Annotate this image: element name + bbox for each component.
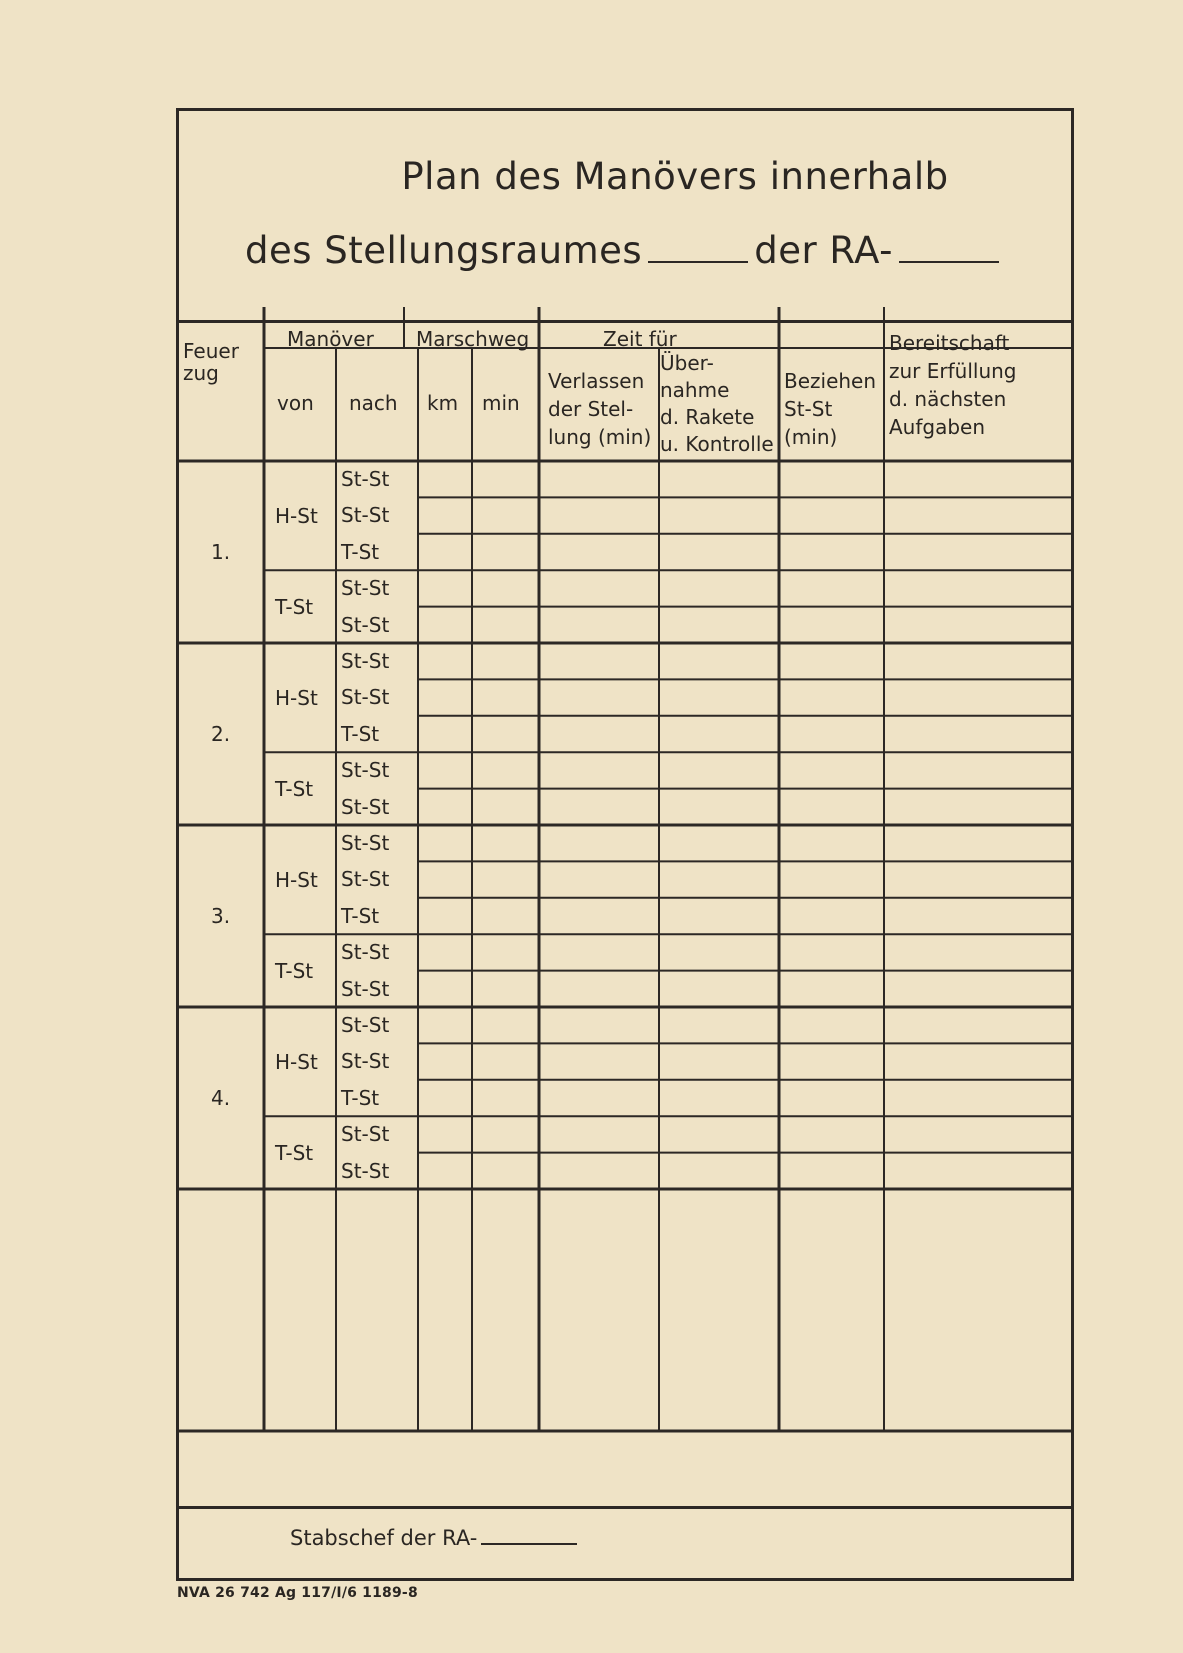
manoever-von-t-st: T-St	[275, 594, 314, 619]
manoever-von-t-st: T-St	[275, 1140, 314, 1165]
header-uebernahme-line-2: nahme	[660, 378, 730, 402]
header-zeit-fuer: Zeit für	[603, 327, 677, 351]
form-title-line-1: Plan des Manövers innerhalb	[401, 155, 949, 198]
header-nach: nach	[349, 391, 398, 415]
manoever-nach-cell: T-St	[341, 1085, 380, 1110]
feuerzug-number: 3.	[211, 904, 231, 928]
stabschef-signature-blank	[481, 1543, 577, 1545]
manoever-nach-cell: St-St	[341, 576, 390, 601]
header-uebernahme-line-1: Über-	[660, 351, 714, 375]
header-beziehen	[784, 367, 876, 451]
manoever-nach-cell: T-St	[341, 539, 380, 564]
header-uebernahme-line-4: u. Kontrolle	[660, 432, 774, 456]
header-bereitschaft-line-4: Aufgaben	[889, 415, 986, 439]
manoever-von-h-st: H-St	[275, 503, 318, 528]
feuerzug-number: 4.	[211, 1086, 231, 1110]
header-km: km	[427, 391, 459, 415]
manoever-nach-cell: T-St	[341, 903, 380, 928]
header-feuerzug-line-2: zug	[183, 361, 219, 385]
header-uebernahme-line-3: d. Rakete	[660, 405, 755, 429]
manoever-nach-cell: St-St	[341, 940, 390, 965]
header-feuerzug-line-1: Feuer	[183, 339, 239, 363]
header-min: min	[482, 391, 520, 415]
header-verlassen-line-3: lung (min)	[548, 425, 652, 449]
manoever-nach-cell: St-St	[341, 685, 390, 710]
manoever-nach-cell: St-St	[341, 612, 390, 637]
manoever-nach-cell: St-St	[341, 1158, 390, 1183]
header-marschweg: Marschweg	[416, 327, 530, 351]
form-frame	[176, 108, 1074, 1581]
manoever-von-h-st: H-St	[275, 685, 318, 710]
manoever-von-t-st: T-St	[275, 958, 314, 983]
header-von: von	[277, 391, 314, 415]
header-feuerzug	[183, 337, 239, 387]
manoever-nach-cell: St-St	[341, 1122, 390, 1147]
footer-divider	[179, 1506, 1071, 1509]
header-beziehen-line-1: Beziehen	[784, 369, 877, 393]
header-manoever: Manöver	[287, 327, 374, 351]
manoever-nach-cell: St-St	[341, 831, 390, 855]
manoever-nach-cell: St-St	[341, 467, 390, 491]
manoever-nach-cell: T-St	[341, 721, 380, 746]
header-beziehen-line-2: St-St	[784, 397, 833, 421]
manoever-von-h-st: H-St	[275, 867, 318, 892]
manoever-nach-cell: St-St	[341, 1049, 390, 1074]
manoever-nach-cell: St-St	[341, 794, 390, 819]
title-text-ra: der RA-	[754, 229, 893, 272]
footer-label: Stabschef der RA-	[290, 1526, 478, 1550]
header-beziehen-line-3: (min)	[784, 425, 838, 449]
manoever-nach-cell: St-St	[341, 758, 390, 783]
manoever-nach-cell: St-St	[341, 867, 390, 892]
manoever-nach-cell: St-St	[341, 503, 390, 528]
header-uebernahme	[660, 350, 774, 458]
header-bereitschaft-line-3: d. nächsten	[889, 387, 1007, 411]
title-text-stellungsraum: des Stellungsraumes	[245, 229, 643, 272]
manoever-von-t-st: T-St	[275, 776, 314, 801]
header-bereitschaft-line-2: zur Erfüllung	[889, 359, 1017, 383]
header-verlassen	[548, 367, 651, 451]
manoever-nach-cell: St-St	[341, 1013, 390, 1037]
feuerzug-number: 2.	[211, 722, 231, 746]
header-bereitschaft-line-1: Bereitschaft	[889, 331, 1010, 355]
feuerzug-number: 1.	[211, 540, 231, 564]
print-code: NVA 26 742 Ag 117/I/6 1189-8	[177, 1585, 418, 1601]
header-bereitschaft	[889, 329, 1017, 441]
header-verlassen-line-1: Verlassen	[548, 369, 645, 393]
manoever-nach-cell: St-St	[341, 976, 390, 1001]
header-verlassen-line-2: der Stel-	[548, 397, 634, 421]
manoever-von-h-st: H-St	[275, 1049, 318, 1074]
footer-signature	[290, 1526, 583, 1550]
manoever-nach-cell: St-St	[341, 649, 390, 673]
